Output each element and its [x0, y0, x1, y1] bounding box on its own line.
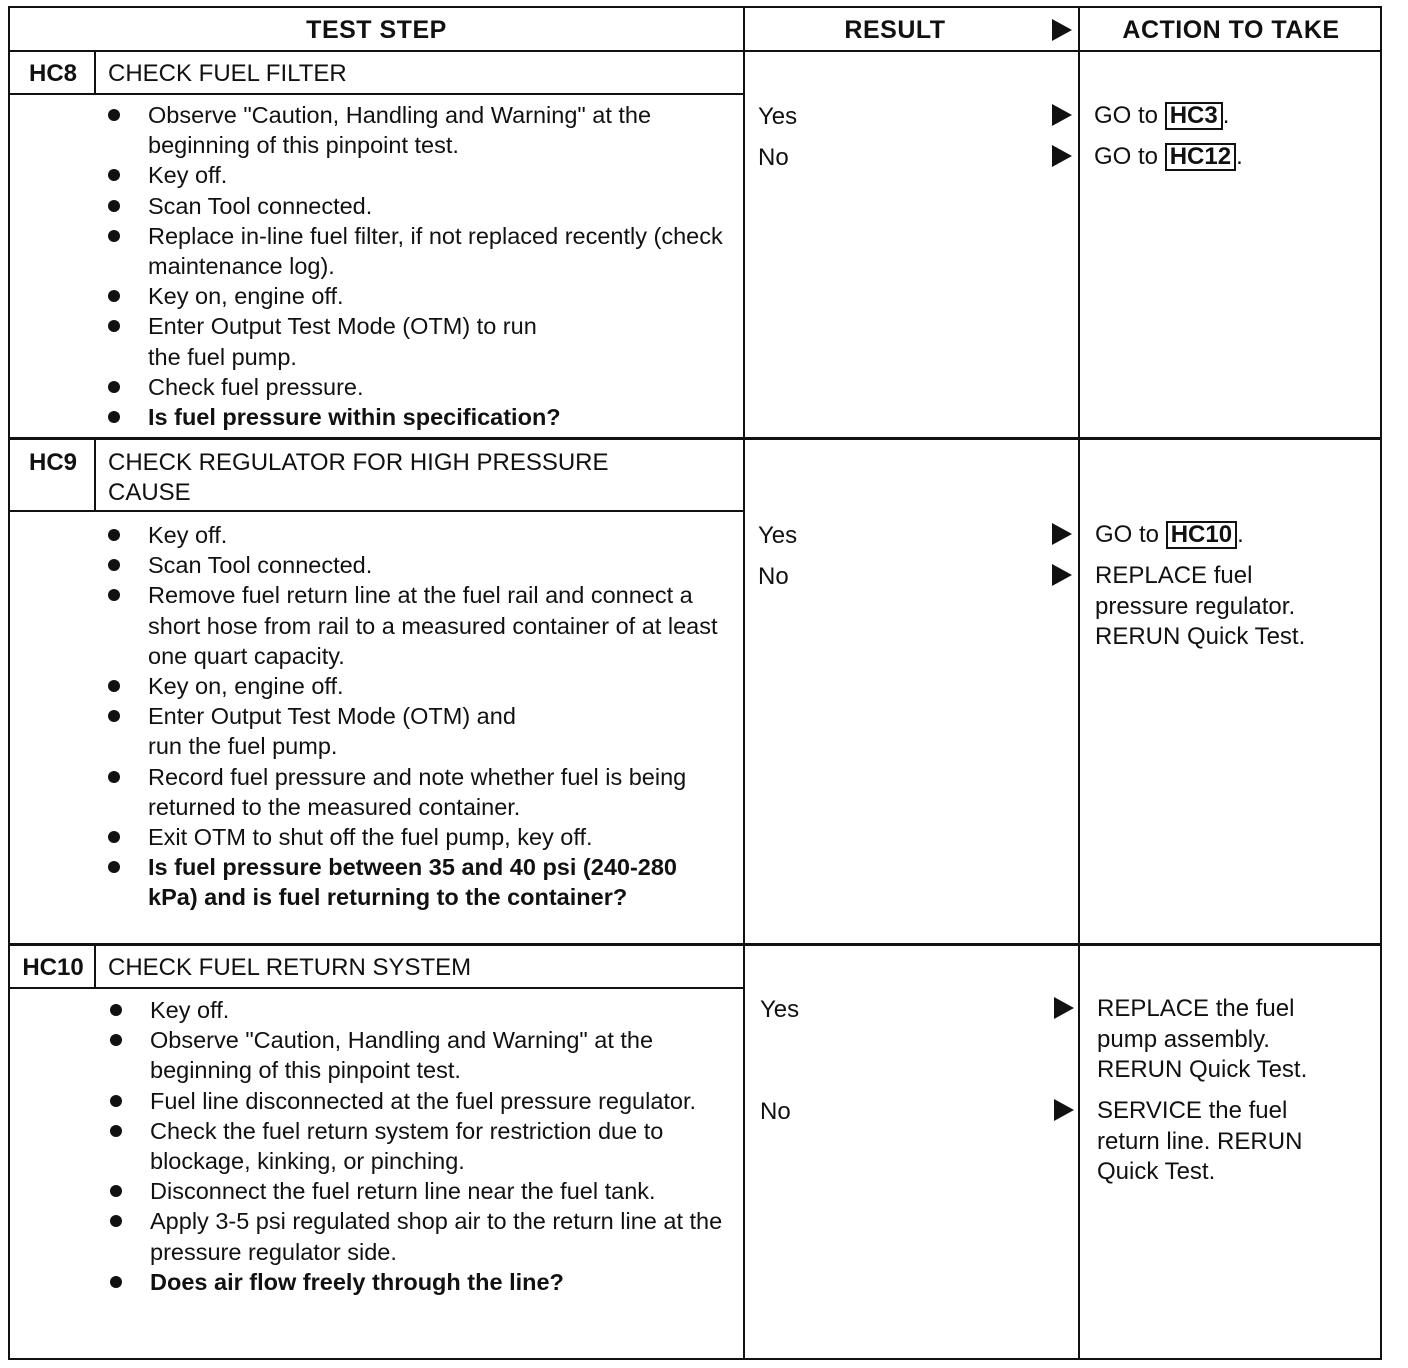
bullet-icon	[110, 1004, 122, 1016]
step-link-hc12[interactable]: HC12	[1165, 143, 1236, 171]
list-item: Observe "Caution, Handling and Warning" at the beginning of this pinpoint test.	[106, 100, 726, 160]
bullet-icon	[108, 710, 120, 722]
list-item-question: Is fuel pressure between 35 and 40 psi (240-280 kPa) and is fuel returning to the container?	[106, 852, 728, 912]
header-arrow-icon	[1052, 19, 1072, 41]
list-item-question: Does air flow freely through the line?	[108, 1267, 708, 1297]
result-no-hc8: No	[758, 144, 789, 171]
title-divider-hc8	[10, 93, 743, 95]
list-item: Observe "Caution, Handling and Warning" at the beginning of this pinpoint test.	[108, 1025, 708, 1085]
bullet-list-hc9	[106, 520, 736, 913]
bullet-icon	[108, 559, 120, 571]
id-divider-hc10	[94, 946, 96, 988]
step-divider-hc9	[10, 943, 1382, 946]
bullet-icon	[108, 169, 120, 181]
list-item: Apply 3-5 psi regulated shop air to the return line at the pressure regulator side.	[108, 1206, 740, 1266]
arrow-icon	[1054, 997, 1074, 1019]
list-item: Key off.	[106, 520, 736, 550]
bullet-icon	[108, 290, 120, 302]
list-item: Enter Output Test Mode (OTM) to run the fuel pump.	[106, 311, 548, 371]
bullet-icon	[108, 771, 120, 783]
action-yes-hc9: GO to HC10 .	[1095, 521, 1244, 548]
list-item: Key on, engine off.	[106, 281, 726, 311]
col-divider-result	[743, 8, 745, 1360]
action-yes-hc10: REPLACE the fuel pump assembly. RERUN Quick Test.	[1097, 995, 1308, 1083]
step-divider-hc8	[10, 437, 1382, 440]
bullet-icon	[108, 320, 120, 332]
pinpoint-test-table	[8, 6, 1382, 1360]
list-item: Check fuel pressure.	[106, 372, 726, 402]
id-divider-hc9	[94, 440, 96, 510]
list-item: Scan Tool connected.	[106, 191, 726, 221]
step-id-hc10: HC10	[22, 954, 84, 981]
bullet-icon	[108, 230, 120, 242]
list-item: Scan Tool connected.	[106, 550, 736, 580]
arrow-icon	[1052, 145, 1072, 167]
result-no-hc10: No	[760, 1098, 791, 1125]
bullet-icon	[108, 589, 120, 601]
bullet-icon	[110, 1125, 122, 1137]
action-no-hc9: REPLACE fuel pressure regulator. RERUN Quick Test.	[1095, 562, 1306, 650]
bullet-icon	[110, 1095, 122, 1107]
list-item: Enter Output Test Mode (OTM) and run the fuel pump.	[106, 701, 548, 761]
list-item: Key on, engine off.	[106, 671, 736, 701]
step-id-hc9: HC9	[28, 449, 77, 476]
step-link-hc3[interactable]: HC3	[1165, 102, 1223, 130]
result-yes-hc9: Yes	[758, 522, 798, 549]
list-item: Check the fuel return system for restriction due to blockage, kinking, or pinching.	[108, 1116, 730, 1176]
header-test-step: TEST STEP	[306, 15, 447, 44]
list-item: Key off.	[106, 160, 726, 190]
bullet-list-hc8	[106, 100, 726, 432]
action-no-hc8: GO to HC12 .	[1094, 143, 1243, 170]
title-divider-hc9	[10, 510, 743, 512]
arrow-icon	[1052, 104, 1072, 126]
bullet-icon	[110, 1185, 122, 1197]
header-divider	[10, 50, 1382, 52]
header-result: RESULT	[844, 15, 946, 44]
step-title-hc10: CHECK FUEL RETURN SYSTEM	[108, 954, 472, 981]
bullet-icon	[108, 831, 120, 843]
step-title-hc8: CHECK FUEL FILTER	[108, 60, 347, 87]
result-yes-hc8: Yes	[758, 103, 798, 130]
bullet-icon	[108, 381, 120, 393]
bullet-icon	[108, 680, 120, 692]
bullet-icon	[108, 411, 120, 423]
list-item-question: Is fuel pressure within specification?	[106, 402, 726, 432]
bullet-icon	[110, 1034, 122, 1046]
list-item: Fuel line disconnected at the fuel pressure regulator.	[108, 1086, 730, 1116]
step-title-hc9: CHECK REGULATOR FOR HIGH PRESSURE CAUSE	[108, 449, 609, 506]
bullet-icon	[108, 200, 120, 212]
list-item: Record fuel pressure and note whether fuel is being returned to the measured container.	[106, 762, 736, 822]
bullet-icon	[110, 1215, 122, 1227]
action-yes-hc8: GO to HC3 .	[1094, 102, 1230, 129]
list-item: Remove fuel return line at the fuel rail and connect a short hose from rail to a measured container of at least one quart capacity.	[106, 580, 738, 671]
id-divider-hc8	[94, 52, 96, 94]
result-no-hc9: No	[758, 563, 789, 590]
title-divider-hc10	[10, 987, 743, 989]
step-link-hc10[interactable]: HC10	[1166, 521, 1237, 549]
list-item: Key off.	[108, 995, 708, 1025]
arrow-icon	[1052, 564, 1072, 586]
arrow-icon	[1054, 1099, 1074, 1121]
action-no-hc10: SERVICE the fuel return line. RERUN Quick Test.	[1097, 1097, 1303, 1185]
bullet-icon	[108, 109, 120, 121]
bullet-icon	[108, 529, 120, 541]
list-item: Disconnect the fuel return line near the fuel tank.	[108, 1176, 720, 1206]
bullet-list-hc10	[108, 995, 723, 1297]
result-yes-hc10: Yes	[760, 996, 800, 1023]
col-divider-action	[1078, 8, 1080, 1360]
arrow-icon	[1052, 523, 1072, 545]
header-action: ACTION TO TAKE	[1122, 15, 1340, 44]
list-item: Exit OTM to shut off the fuel pump, key off.	[106, 822, 736, 852]
list-item: Replace in-line fuel filter, if not replaced recently (check maintenance log).	[106, 221, 726, 281]
bullet-icon	[110, 1276, 122, 1288]
bullet-icon	[108, 861, 120, 873]
step-id-hc8: HC8	[28, 60, 77, 87]
